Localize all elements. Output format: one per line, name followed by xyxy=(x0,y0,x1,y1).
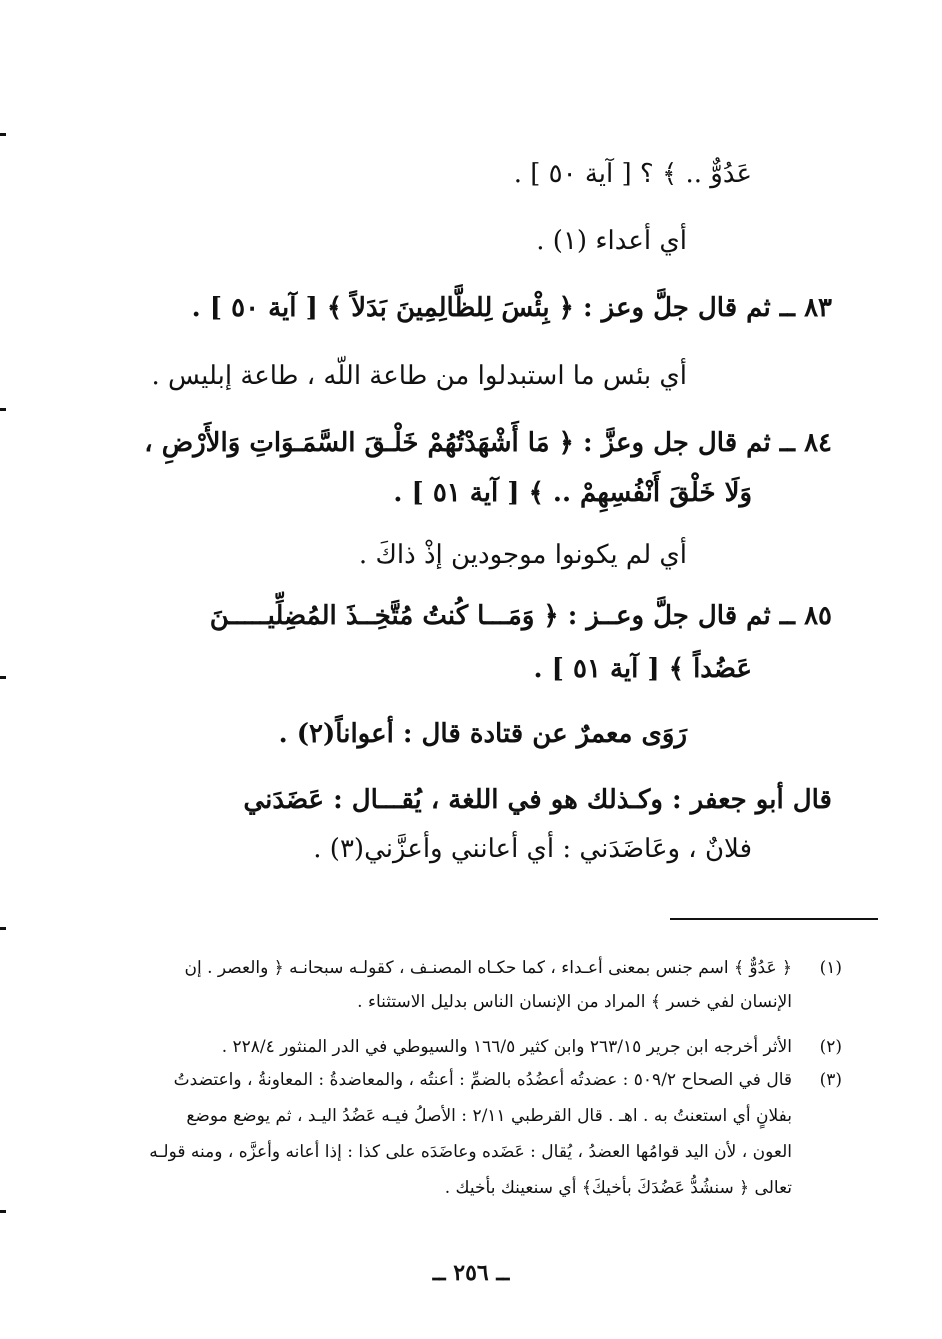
footnote-line: بفلانٍ أي استعنتُ به . اهـ . قال القرطبي ٢/١١ : الأصلُ فيـه عَضُدُ اليـد ، ثم يوضع موضع xyxy=(186,1106,792,1126)
commentary-line: فلانٌ ، وعَاضَدَني : أي أعانني وأعزَّني(٣) . xyxy=(313,834,752,864)
margin-mark xyxy=(0,927,6,930)
narration-line: رَوَى معمرٌ عن قتادة قال : أعواناً(٢) . xyxy=(278,719,687,749)
footnote-line: ﴿ عَدُوٌّ ﴾ اسم جنس بمعنى أعـداء ، كما حكـاه المصنـف ، كقولـه سبحانـه ﴿ والعصر . إن xyxy=(184,958,792,978)
footnote-number: (١) xyxy=(819,958,842,978)
text-line: أي بئس ما استبدلوا من طاعة اللّه ، طاعة إبليس . xyxy=(151,361,687,391)
verse-heading: ٨٤ ــ ثم قال جل وعزَّ : ﴿ مَا أَشْهَدْتُهُمْ خَلْـقَ السَّمَـوَاتِ وَالأَرْضِ ، xyxy=(144,428,832,458)
verse-line: عَضُداً ﴾ [ آية ٥١ ] . xyxy=(533,654,752,684)
footnote-line: تعالى ﴿ سنشُدُّ عَضُدَكَ بأخيكَ﴾ أي سنعينك بأخيك . xyxy=(444,1178,792,1198)
text-line: عَدُوٌّ .. ﴾ ؟ [ آية ٥٠ ] . xyxy=(513,159,752,189)
footnote-line: العون ، لأن اليد قوامُها العضدُ ، يُقال : عَضَده وعاضَدَه على كذا : إذا أعانه وأعزَّه ، ومنه قولـه xyxy=(149,1142,792,1162)
verse-heading: ٨٥ ــ ثم قال جلَّ وعــز : ﴿ وَمَـــا كُنتُ مُتَّخِــذَ المُضِلِّيـــــنَ xyxy=(209,601,832,631)
footnote-line: الإنسان لفي خسر ﴾ المراد من الإنسان الناس بدليل الاستثناء . xyxy=(357,992,792,1012)
margin-mark xyxy=(0,676,6,679)
margin-mark xyxy=(0,1210,6,1213)
footnote-line: قال في الصحاح ٥٠٩/٢ : عضدتُه أعضُدُه بالضمِّ : أعنتُه ، والمعاضدةُ : المعاونةُ ، واعتضدتُ xyxy=(173,1070,792,1090)
footnote-number: (٣) xyxy=(819,1070,842,1090)
verse-line: وَلَا خَلْقَ أَنْفُسِهِمْ .. ﴾ [ آية ٥١ ] . xyxy=(393,478,752,508)
verse-heading: ٨٣ ــ ثم قال جلَّ وعز : ﴿ بِئْسَ لِلظَّالِمِينَ بَدَلاً ﴾ [ آية ٥٠ ] . xyxy=(191,293,832,323)
footnote-separator xyxy=(670,918,878,920)
text-line: أي أعداء (١) . xyxy=(536,226,687,256)
text-line: أي لم يكونوا موجودين إذْ ذاكَ . xyxy=(358,540,687,570)
margin-mark xyxy=(0,133,6,136)
margin-mark xyxy=(0,408,6,411)
page-number: ــ ٢٥٦ ــ xyxy=(432,1260,510,1286)
footnote-number: (٢) xyxy=(819,1037,842,1057)
commentary-line: قال أبو جعفر : وكـذلك هو في اللغة ، يُقـــال : عَضَدَني xyxy=(243,785,832,815)
footnote-line: الأثر أخرجه ابن جرير ٢٦٣/١٥ وابن كثير ١٦٦/٥ والسيوطي في الدر المنثور ٢٢٨/٤ . xyxy=(221,1037,792,1057)
